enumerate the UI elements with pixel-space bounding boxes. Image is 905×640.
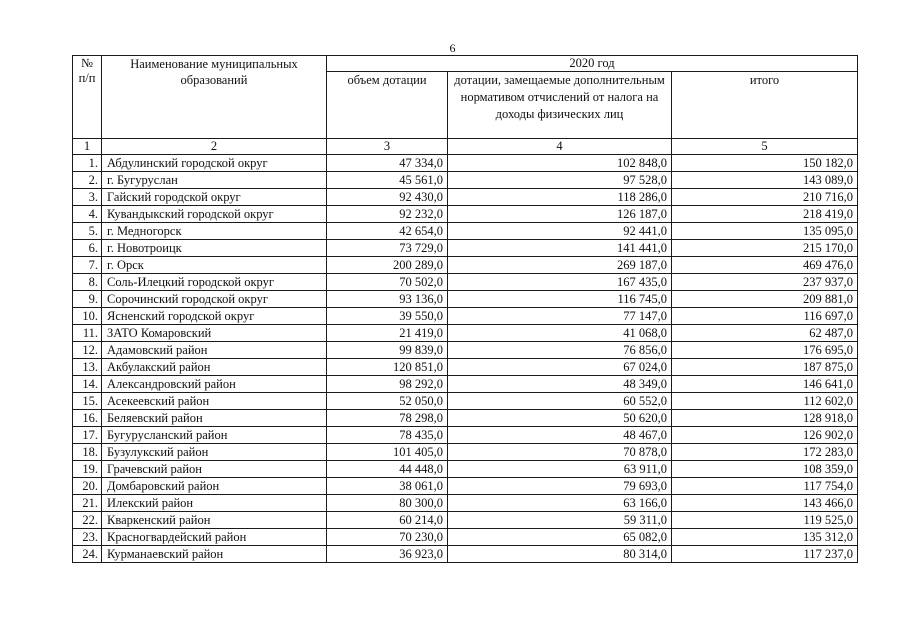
total-amount: 187 875,0 — [672, 359, 858, 376]
municipality-name: Домбаровский район — [102, 478, 327, 495]
subsidy-amount: 52 050,0 — [327, 393, 448, 410]
row-number: 19. — [73, 461, 102, 478]
municipality-name: Кваркенский район — [102, 512, 327, 529]
header-row-top — [73, 56, 858, 72]
header-num: № п/п — [73, 56, 102, 139]
total-amount: 116 697,0 — [672, 308, 858, 325]
total-amount: 209 881,0 — [672, 291, 858, 308]
subsidy-amount: 78 435,0 — [327, 427, 448, 444]
total-amount: 172 283,0 — [672, 444, 858, 461]
row-number: 5. — [73, 223, 102, 240]
total-amount: 469 476,0 — [672, 257, 858, 274]
row-number: 9. — [73, 291, 102, 308]
subsidy-amount: 21 419,0 — [327, 325, 448, 342]
total-amount: 218 419,0 — [672, 206, 858, 223]
municipality-name: Соль-Илецкий городской округ — [102, 274, 327, 291]
replacement-amount: 60 552,0 — [448, 393, 672, 410]
row-number: 22. — [73, 512, 102, 529]
row-number: 18. — [73, 444, 102, 461]
row-number: 20. — [73, 478, 102, 495]
row-number: 16. — [73, 410, 102, 427]
municipality-name: Александровский район — [102, 376, 327, 393]
table-row — [73, 444, 858, 461]
total-amount: 150 182,0 — [672, 155, 858, 172]
subsidy-amount: 73 729,0 — [327, 240, 448, 257]
table-row — [73, 393, 858, 410]
total-amount: 62 487,0 — [672, 325, 858, 342]
replacement-amount: 126 187,0 — [448, 206, 672, 223]
table-row — [73, 291, 858, 308]
municipality-name: Кувандыкский городской округ — [102, 206, 327, 223]
header-subsidy: объем дотации — [327, 72, 448, 139]
subsidy-table — [72, 55, 858, 563]
subsidy-amount: 60 214,0 — [327, 512, 448, 529]
subsidy-amount: 80 300,0 — [327, 495, 448, 512]
table-row — [73, 478, 858, 495]
municipality-name: Курманаевский район — [102, 546, 327, 563]
column-index-cell: 1 — [73, 139, 102, 155]
column-index-cell: 3 — [327, 139, 448, 155]
table-row — [73, 172, 858, 189]
total-amount: 108 359,0 — [672, 461, 858, 478]
subsidy-amount: 92 232,0 — [327, 206, 448, 223]
replacement-amount: 116 745,0 — [448, 291, 672, 308]
subsidy-amount: 98 292,0 — [327, 376, 448, 393]
table-row — [73, 376, 858, 393]
row-number: 17. — [73, 427, 102, 444]
table-row — [73, 546, 858, 563]
municipality-name: Илекский район — [102, 495, 327, 512]
municipality-name: г. Новотроицк — [102, 240, 327, 257]
total-amount: 215 170,0 — [672, 240, 858, 257]
replacement-amount: 59 311,0 — [448, 512, 672, 529]
total-amount: 143 089,0 — [672, 172, 858, 189]
municipality-name: Красногвардейский район — [102, 529, 327, 546]
column-index-cell: 4 — [448, 139, 672, 155]
replacement-amount: 41 068,0 — [448, 325, 672, 342]
row-number: 3. — [73, 189, 102, 206]
table-row — [73, 427, 858, 444]
total-amount: 176 695,0 — [672, 342, 858, 359]
subsidy-amount: 70 502,0 — [327, 274, 448, 291]
table-row — [73, 512, 858, 529]
replacement-amount: 118 286,0 — [448, 189, 672, 206]
municipality-name: Грачевский район — [102, 461, 327, 478]
replacement-amount: 63 911,0 — [448, 461, 672, 478]
row-number: 12. — [73, 342, 102, 359]
table-row — [73, 240, 858, 257]
header-name: Наименование муниципальных образований — [102, 56, 327, 139]
row-number: 11. — [73, 325, 102, 342]
table-row — [73, 410, 858, 427]
municipality-name: Сорочинский городской округ — [102, 291, 327, 308]
subsidy-amount: 101 405,0 — [327, 444, 448, 461]
replacement-amount: 67 024,0 — [448, 359, 672, 376]
row-number: 23. — [73, 529, 102, 546]
row-number: 4. — [73, 206, 102, 223]
subsidy-amount: 200 289,0 — [327, 257, 448, 274]
header-year: 2020 год — [327, 56, 858, 72]
row-number: 13. — [73, 359, 102, 376]
replacement-amount: 269 187,0 — [448, 257, 672, 274]
municipality-name: г. Медногорск — [102, 223, 327, 240]
total-amount: 135 312,0 — [672, 529, 858, 546]
table-row — [73, 223, 858, 240]
replacement-amount: 77 147,0 — [448, 308, 672, 325]
municipality-name: Бузулукский район — [102, 444, 327, 461]
column-index-row — [73, 139, 858, 155]
subsidy-amount: 93 136,0 — [327, 291, 448, 308]
subsidy-amount: 47 334,0 — [327, 155, 448, 172]
column-index-cell: 5 — [672, 139, 858, 155]
municipality-name: Адамовский район — [102, 342, 327, 359]
row-number: 10. — [73, 308, 102, 325]
replacement-amount: 167 435,0 — [448, 274, 672, 291]
table-row — [73, 461, 858, 478]
total-amount: 135 095,0 — [672, 223, 858, 240]
subsidy-amount: 44 448,0 — [327, 461, 448, 478]
municipality-name: г. Бугуруслан — [102, 172, 327, 189]
municipality-name: Ясненский городской округ — [102, 308, 327, 325]
municipality-name: Абдулинский городской округ — [102, 155, 327, 172]
table-row — [73, 257, 858, 274]
total-amount: 237 937,0 — [672, 274, 858, 291]
municipality-name: ЗАТО Комаровский — [102, 325, 327, 342]
column-index-cell: 2 — [102, 139, 327, 155]
row-number: 14. — [73, 376, 102, 393]
row-number: 1. — [73, 155, 102, 172]
total-amount: 146 641,0 — [672, 376, 858, 393]
total-amount: 117 237,0 — [672, 546, 858, 563]
total-amount: 126 902,0 — [672, 427, 858, 444]
table-row — [73, 325, 858, 342]
replacement-amount: 76 856,0 — [448, 342, 672, 359]
total-amount: 112 602,0 — [672, 393, 858, 410]
total-amount: 128 918,0 — [672, 410, 858, 427]
table-row — [73, 495, 858, 512]
total-amount: 119 525,0 — [672, 512, 858, 529]
replacement-amount: 70 878,0 — [448, 444, 672, 461]
municipality-name: Асекеевский район — [102, 393, 327, 410]
subsidy-amount: 36 923,0 — [327, 546, 448, 563]
replacement-amount: 102 848,0 — [448, 155, 672, 172]
replacement-amount: 63 166,0 — [448, 495, 672, 512]
replacement-amount: 50 620,0 — [448, 410, 672, 427]
replacement-amount: 79 693,0 — [448, 478, 672, 495]
replacement-amount: 48 349,0 — [448, 376, 672, 393]
row-number: 24. — [73, 546, 102, 563]
municipality-name: Беляевский район — [102, 410, 327, 427]
municipality-name: Гайский городской округ — [102, 189, 327, 206]
subsidy-amount: 78 298,0 — [327, 410, 448, 427]
replacement-amount: 48 467,0 — [448, 427, 672, 444]
page-number: 6 — [449, 41, 456, 55]
table-row — [73, 155, 858, 172]
subsidy-amount: 42 654,0 — [327, 223, 448, 240]
subsidy-amount: 92 430,0 — [327, 189, 448, 206]
replacement-amount: 141 441,0 — [448, 240, 672, 257]
subsidy-amount: 39 550,0 — [327, 308, 448, 325]
row-number: 2. — [73, 172, 102, 189]
replacement-amount: 80 314,0 — [448, 546, 672, 563]
table-row — [73, 274, 858, 291]
total-amount: 210 716,0 — [672, 189, 858, 206]
replacement-amount: 65 082,0 — [448, 529, 672, 546]
total-amount: 117 754,0 — [672, 478, 858, 495]
table-row — [73, 342, 858, 359]
municipality-name: Акбулакский район — [102, 359, 327, 376]
subsidy-amount: 99 839,0 — [327, 342, 448, 359]
replacement-amount: 92 441,0 — [448, 223, 672, 240]
table-row — [73, 206, 858, 223]
row-number: 6. — [73, 240, 102, 257]
table-row — [73, 308, 858, 325]
table-row — [73, 529, 858, 546]
table-row — [73, 189, 858, 206]
row-number: 8. — [73, 274, 102, 291]
subsidy-amount: 38 061,0 — [327, 478, 448, 495]
municipality-name: г. Орск — [102, 257, 327, 274]
header-replacement: дотации, замещаемые дополнительным нормативом отчислений от налога на доходы физических лиц — [448, 72, 672, 139]
subsidy-amount: 120 851,0 — [327, 359, 448, 376]
replacement-amount: 97 528,0 — [448, 172, 672, 189]
row-number: 15. — [73, 393, 102, 410]
table-row — [73, 359, 858, 376]
total-amount: 143 466,0 — [672, 495, 858, 512]
subsidy-amount: 45 561,0 — [327, 172, 448, 189]
row-number: 21. — [73, 495, 102, 512]
subsidy-amount: 70 230,0 — [327, 529, 448, 546]
municipality-name: Бугурусланский район — [102, 427, 327, 444]
header-total: итого — [672, 72, 858, 139]
row-number: 7. — [73, 257, 102, 274]
